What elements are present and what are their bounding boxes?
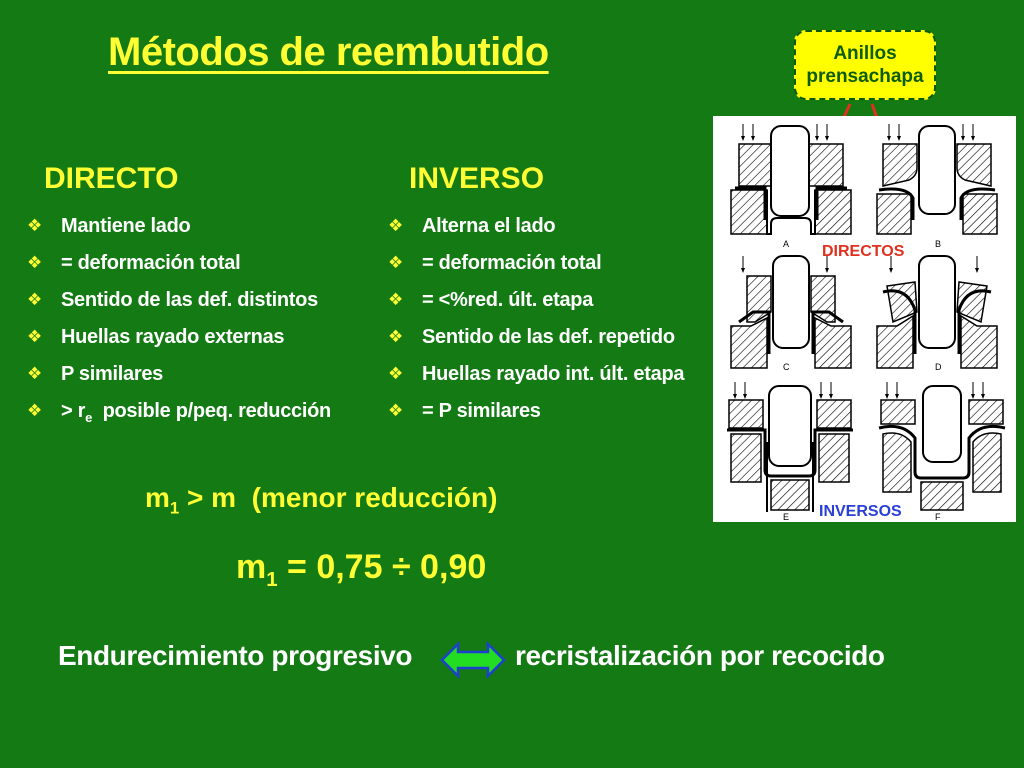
hardening-text: Endurecimiento progresivo: [58, 640, 413, 671]
diamond-bullet-icon: ❖: [388, 327, 403, 347]
list-item: ❖ Alterna el lado: [388, 215, 556, 237]
list-item: ❖ = P similares: [388, 400, 541, 422]
panel-d: [877, 256, 997, 368]
diamond-bullet-icon: ❖: [388, 364, 403, 384]
diamond-bullet-icon: ❖: [388, 216, 403, 236]
formula-range: $m_1 = 0,75 \div 0,90$: [236, 548, 487, 591]
panel-e: [727, 382, 853, 512]
inversos-label: INVERSOS: [819, 503, 902, 520]
double-arrow-icon: [440, 640, 506, 680]
panel-f: [879, 382, 1005, 510]
slide-title: Métodos de reembutido: [108, 30, 549, 74]
panel-a: [731, 124, 851, 234]
formula-ratio: $m_1 > m$ (menor reducción): [145, 482, 498, 518]
panel-b: [877, 124, 997, 234]
diamond-bullet-icon: ❖: [388, 253, 403, 273]
callout-line-2: prensachapa: [806, 66, 924, 87]
diamond-bullet-icon: ❖: [388, 290, 403, 310]
callout-box: [794, 30, 936, 100]
list-item: ❖ = deformación total: [388, 252, 602, 274]
callout-line-1: Anillos: [833, 43, 897, 64]
diamond-bullet-icon: ❖: [27, 253, 42, 273]
list-item: ❖ P similares: [27, 363, 163, 385]
panel-letter: D: [935, 362, 942, 372]
inverse-heading: INVERSO: [409, 162, 545, 195]
panel-letter: C: [783, 362, 790, 372]
diamond-bullet-icon: ❖: [27, 216, 42, 236]
diamond-bullet-icon: ❖: [388, 401, 403, 421]
list-item: ❖ = deformación total: [27, 252, 241, 274]
list-item: ❖ Huellas rayado int. últ. etapa: [388, 363, 685, 385]
list-item: ❖ = <%red. últ. etapa: [388, 289, 594, 311]
list-item: ❖ Huellas rayado externas: [27, 326, 285, 348]
diamond-bullet-icon: ❖: [27, 290, 42, 310]
panel-letter: A: [783, 239, 790, 249]
directos-label: DIRECTOS: [822, 243, 905, 260]
list-item: ❖ Sentido de las def. distintos: [27, 289, 318, 311]
panel-letter: F: [935, 512, 941, 522]
inverse-list: [388, 213, 684, 435]
recrystallization-text: recristalización por recocido: [515, 640, 885, 671]
redrawing-diagram: [713, 116, 1016, 522]
diamond-bullet-icon: ❖: [27, 401, 42, 421]
panel-c: [731, 256, 851, 368]
diamond-bullet-icon: ❖: [27, 364, 42, 384]
list-item: ❖ Sentido de las def. repetido: [388, 326, 675, 348]
panel-letter: B: [935, 239, 942, 249]
panel-letter: E: [783, 512, 790, 522]
list-item: ❖ Mantiene lado: [27, 215, 191, 237]
direct-list: [27, 213, 331, 435]
list-item: ❖ > $r_e$ posible p/peq. reducción: [27, 400, 331, 425]
diamond-bullet-icon: ❖: [27, 327, 42, 347]
direct-heading: DIRECTO: [44, 162, 179, 195]
